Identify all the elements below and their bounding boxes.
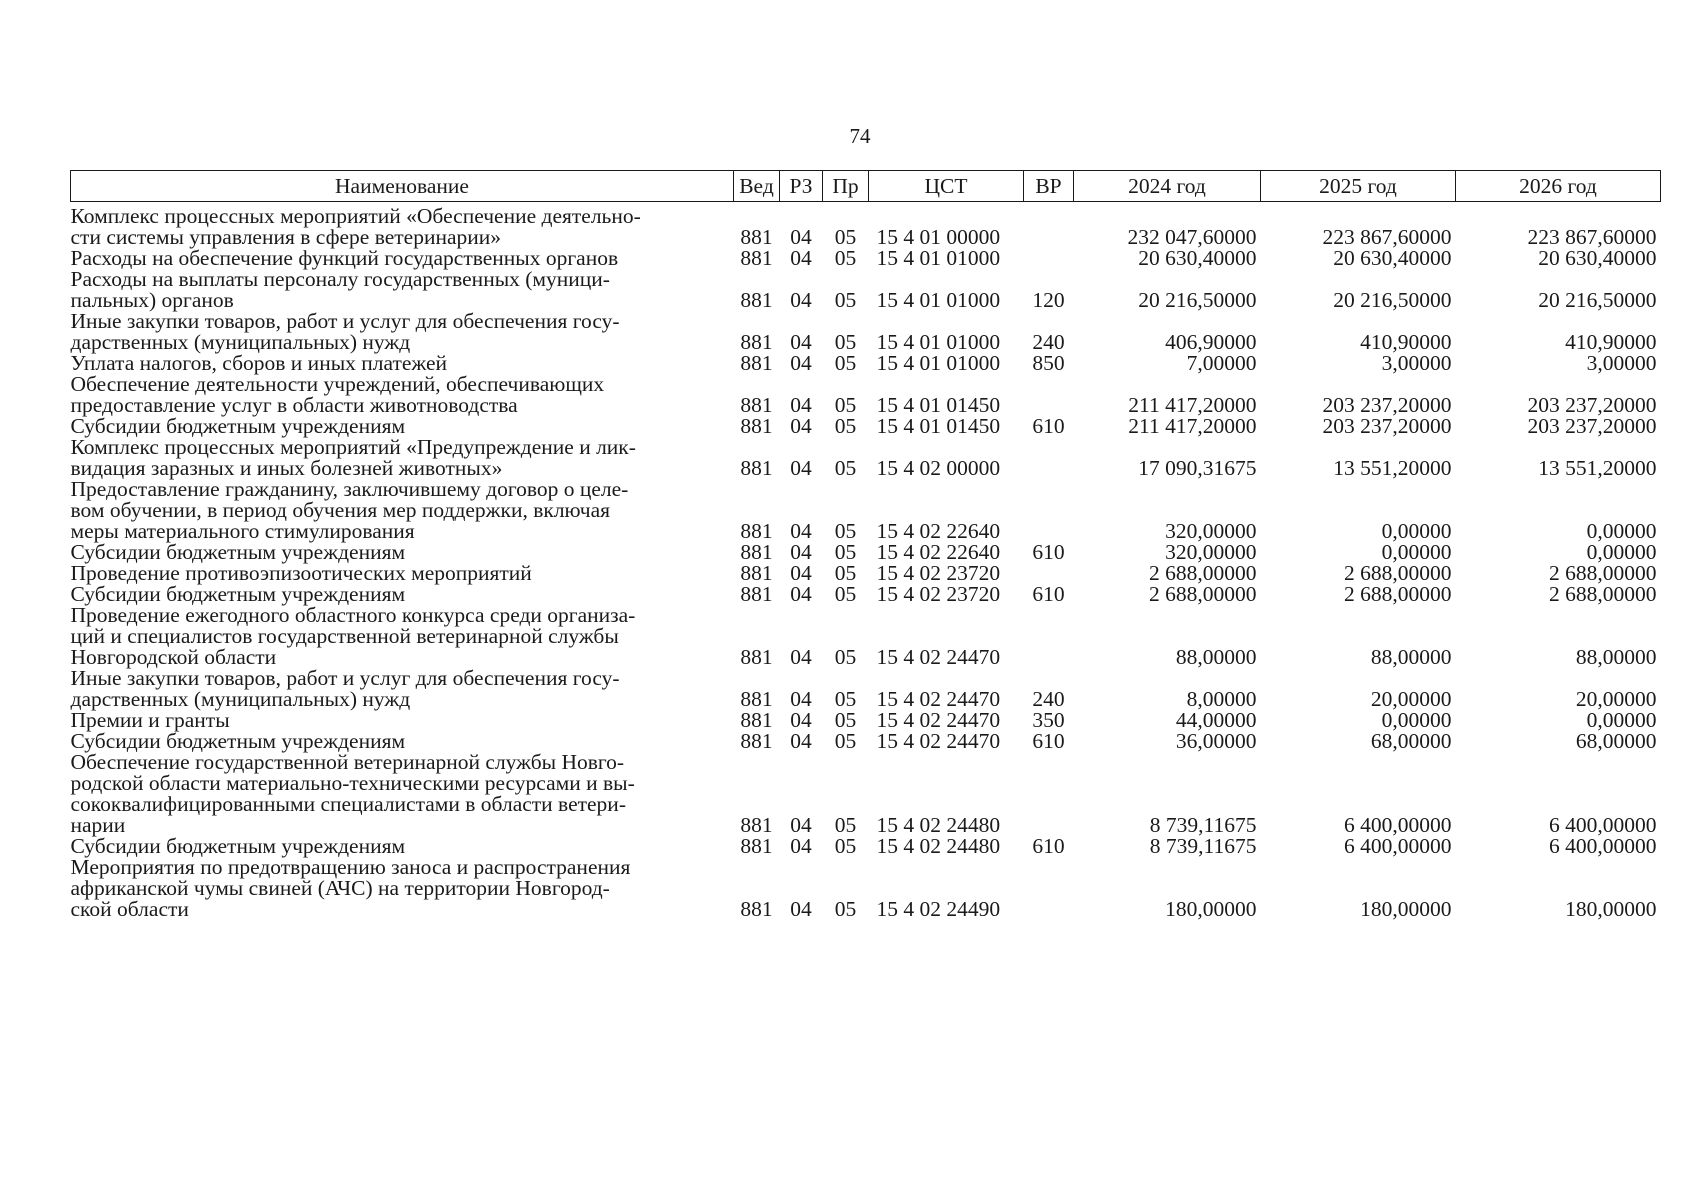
cell-name: [71, 202, 734, 249]
cell-name-line: пальных) органов: [70, 288, 234, 312]
cell-cst: 15 4 02 24480: [876, 813, 1001, 837]
cell-2026: 0,00000: [1586, 540, 1657, 564]
cell-cst: 15 4 01 01000: [876, 330, 1001, 354]
cell-name-line: Субсидии бюджетным учреждениям: [70, 540, 406, 564]
cell-cst: 15 4 02 24480: [876, 834, 1001, 858]
cell-2025: 68,00000: [1370, 729, 1452, 753]
table-row: [71, 857, 1661, 920]
cell-ved: 881: [740, 414, 773, 438]
cell-rz: 04: [790, 246, 812, 270]
cell-cst: 15 4 01 01450: [876, 393, 1001, 417]
cell-ved: 881: [740, 582, 773, 606]
cell-name-line: Премии и гранты: [70, 708, 230, 732]
cell-pr: 05: [834, 645, 857, 669]
cell-pr: 05: [834, 834, 857, 858]
header-pr: Пр: [823, 171, 869, 202]
cell-rz: 04: [790, 561, 812, 585]
table-row: [71, 202, 1661, 249]
cell-name: [71, 731, 734, 752]
cell-name-line: Мероприятия по предотвращению заноса и распространения: [70, 855, 631, 879]
cell-name: [71, 752, 734, 836]
table-body: [71, 202, 1661, 921]
cell-name-line: Субсидии бюджетным учреждениям: [70, 414, 406, 438]
cell-name-line: Расходы на выплаты персоналу государственных (муници-: [70, 267, 610, 291]
cell-2025: 203 237,20000: [1322, 414, 1452, 438]
table-row: [71, 584, 1661, 605]
cell-name-line: родской области материально-техническими ресурсами и вы-: [70, 771, 635, 795]
cell-2024: 211 417,20000: [1128, 393, 1257, 417]
cell-vr: 240: [1032, 687, 1065, 711]
cell-vr: [1024, 752, 1074, 836]
cell-pr: 05: [834, 288, 857, 312]
cell-name-line: видация заразных и иных болезней животных»: [70, 456, 503, 480]
table-row: [71, 374, 1661, 416]
cell-2025: 2 688,00000: [1344, 582, 1452, 606]
cell-rz: 04: [790, 288, 812, 312]
cell-name: [71, 269, 734, 311]
cell-rz: 04: [790, 687, 812, 711]
cell-name: [71, 374, 734, 416]
cell-pr: 05: [834, 897, 857, 921]
cell-name: [71, 311, 734, 353]
cell-name: [71, 542, 734, 563]
cell-name-line: Субсидии бюджетным учреждениям: [70, 729, 406, 753]
cell-pr: 05: [834, 708, 857, 732]
cell-name-line: Субсидии бюджетным учреждениям: [70, 582, 406, 606]
cell-ved: 881: [740, 813, 773, 837]
cell-ved: 881: [740, 708, 773, 732]
cell-2026: 13 551,20000: [1538, 456, 1657, 480]
cell-2024: 320,00000: [1165, 540, 1257, 564]
cell-pr: 05: [834, 519, 857, 543]
cell-name: [71, 437, 734, 479]
cell-name-line: дарственных (муниципальных) нужд: [70, 687, 411, 711]
cell-2025: 13 551,20000: [1333, 456, 1452, 480]
cell-name: [71, 416, 734, 437]
cell-2025: 3,00000: [1381, 351, 1452, 375]
cell-ved: 881: [740, 330, 773, 354]
cell-name-line: Проведение ежегодного областного конкурса среди организа-: [70, 603, 636, 627]
cell-2025: 2 688,00000: [1344, 561, 1452, 585]
cell-cst: 15 4 01 01000: [876, 351, 1001, 375]
cell-pr: 05: [834, 456, 857, 480]
cell-rz: 04: [790, 225, 812, 249]
cell-pr: 05: [834, 687, 857, 711]
cell-vr: [1024, 202, 1074, 249]
cell-2025: 6 400,00000: [1344, 813, 1452, 837]
table-row: [71, 269, 1661, 311]
cell-2024: 7,00000: [1186, 351, 1257, 375]
cell-cst: 15 4 01 00000: [876, 225, 1001, 249]
cell-ved: 881: [740, 834, 773, 858]
cell-ved: 881: [740, 540, 773, 564]
cell-2026: 2 688,00000: [1549, 582, 1657, 606]
header-2025: 2025 год: [1261, 171, 1456, 202]
cell-name-line: сококвалифицированными специалистами в области ветери-: [70, 792, 626, 816]
cell-cst: 15 4 02 24470: [876, 729, 1001, 753]
cell-vr: 850: [1032, 351, 1065, 375]
cell-2026: 20 216,50000: [1538, 288, 1657, 312]
table-row: [71, 437, 1661, 479]
cell-vr: 240: [1032, 330, 1065, 354]
cell-cst: 15 4 01 01450: [876, 414, 1001, 438]
cell-2026: 0,00000: [1586, 519, 1657, 543]
header-vr: ВР: [1024, 171, 1074, 202]
cell-name-line: Иные закупки товаров, работ и услуг для обеспечения госу-: [70, 309, 620, 333]
cell-name-line: нарии: [70, 813, 126, 837]
cell-2024: 8,00000: [1186, 687, 1257, 711]
cell-cst: 15 4 02 23720: [876, 561, 1001, 585]
cell-name-line: предоставление услуг в области животноводства: [70, 393, 518, 417]
budget-table: [70, 170, 1661, 920]
cell-2024: 44,00000: [1175, 708, 1257, 732]
cell-2024: 2 688,00000: [1149, 582, 1257, 606]
cell-2026: 20,00000: [1575, 687, 1657, 711]
cell-name-line: ций и специалистов государственной ветеринарной службы: [70, 624, 619, 648]
cell-pr: 05: [834, 225, 857, 249]
cell-name-line: Комплекс процессных мероприятий «Обеспечение деятельно-: [70, 204, 641, 228]
cell-2026: 3,00000: [1586, 351, 1657, 375]
cell-2024: 88,00000: [1175, 645, 1257, 669]
cell-2026: 88,00000: [1575, 645, 1657, 669]
cell-2025: 88,00000: [1370, 645, 1452, 669]
cell-cst: 15 4 02 22640: [876, 540, 1001, 564]
cell-2025: 20,00000: [1370, 687, 1452, 711]
cell-2024: 320,00000: [1165, 519, 1257, 543]
cell-vr: [1024, 857, 1074, 920]
cell-ved: 881: [740, 246, 773, 270]
cell-ved: 881: [740, 225, 773, 249]
header-ved: Вед: [734, 171, 780, 202]
cell-name-line: Предоставление гражданину, заключившему договор о целе-: [70, 477, 629, 501]
cell-ved: 881: [740, 729, 773, 753]
cell-2026: 20 630,40000: [1538, 246, 1657, 270]
cell-rz: 04: [790, 813, 812, 837]
cell-cst: 15 4 02 23720: [876, 582, 1001, 606]
cell-vr: 610: [1032, 582, 1065, 606]
cell-2026: 410,90000: [1565, 330, 1657, 354]
cell-vr: 610: [1032, 414, 1065, 438]
cell-name: [71, 248, 734, 269]
cell-vr: 610: [1032, 834, 1065, 858]
table-row: [71, 311, 1661, 353]
cell-pr: 05: [834, 813, 857, 837]
cell-2024: 180,00000: [1165, 897, 1257, 921]
cell-2025: 20 630,40000: [1333, 246, 1452, 270]
cell-vr: [1024, 374, 1074, 416]
cell-vr: [1024, 437, 1074, 479]
table-header: [71, 171, 1661, 202]
header-2026: 2026 год: [1456, 171, 1661, 202]
header-2024: 2024 год: [1074, 171, 1261, 202]
cell-rz: 04: [790, 393, 812, 417]
cell-pr: 05: [834, 582, 857, 606]
table-row: [71, 836, 1661, 857]
cell-2025: 20 216,50000: [1333, 288, 1452, 312]
cell-name-line: Новгородской области: [70, 645, 277, 669]
cell-name-line: меры материального стимулирования: [70, 519, 415, 543]
cell-name: [71, 710, 734, 731]
header-rz: РЗ: [780, 171, 823, 202]
cell-rz: 04: [790, 897, 812, 921]
cell-ved: 881: [740, 393, 773, 417]
cell-name-line: ской области: [70, 897, 189, 921]
cell-rz: 04: [790, 519, 812, 543]
cell-name-line: вом обучении, в период обучения мер поддержки, включая: [70, 498, 611, 522]
cell-2024: 8 739,11675: [1149, 834, 1257, 858]
cell-cst: 15 4 01 01000: [876, 246, 1001, 270]
cell-rz: 04: [790, 330, 812, 354]
cell-name-line: дарственных (муниципальных) нужд: [70, 330, 411, 354]
cell-vr: 610: [1032, 540, 1065, 564]
table-row: [71, 710, 1661, 731]
cell-2026: 223 867,60000: [1527, 225, 1657, 249]
cell-2026: 203 237,20000: [1527, 393, 1657, 417]
cell-rz: 04: [790, 645, 812, 669]
cell-ved: 881: [740, 897, 773, 921]
cell-2025: 6 400,00000: [1344, 834, 1452, 858]
cell-2025: 0,00000: [1381, 519, 1452, 543]
cell-vr: [1024, 248, 1074, 269]
cell-name: [71, 353, 734, 374]
cell-pr: 05: [834, 246, 857, 270]
table-row: [71, 605, 1661, 668]
cell-rz: 04: [790, 729, 812, 753]
cell-2026: 0,00000: [1586, 708, 1657, 732]
cell-2025: 203 237,20000: [1322, 393, 1452, 417]
cell-name: [71, 857, 734, 920]
cell-ved: 881: [740, 645, 773, 669]
cell-vr: 120: [1032, 288, 1065, 312]
cell-rz: 04: [790, 456, 812, 480]
cell-name: [71, 668, 734, 710]
cell-ved: 881: [740, 561, 773, 585]
cell-2024: 2 688,00000: [1149, 561, 1257, 585]
cell-name-line: Проведение противоэпизоотических мероприятий: [70, 561, 532, 585]
cell-cst: 15 4 02 24470: [876, 687, 1001, 711]
cell-cst: 15 4 02 24470: [876, 645, 1001, 669]
cell-rz: 04: [790, 414, 812, 438]
cell-name-line: сти системы управления в сфере ветеринарии»: [70, 225, 502, 249]
cell-2025: 0,00000: [1381, 708, 1452, 732]
table-row: [71, 416, 1661, 437]
cell-name: [71, 563, 734, 584]
table-row: [71, 542, 1661, 563]
cell-2024: 20 630,40000: [1138, 246, 1257, 270]
cell-ved: 881: [740, 351, 773, 375]
table-row: [71, 479, 1661, 542]
cell-ved: 881: [740, 519, 773, 543]
cell-name-line: Расходы на обеспечение функций государственных органов: [70, 246, 619, 270]
cell-pr: 05: [834, 414, 857, 438]
cell-name-line: Иные закупки товаров, работ и услуг для обеспечения госу-: [70, 666, 620, 690]
cell-vr: [1024, 563, 1074, 584]
cell-2024: 211 417,20000: [1128, 414, 1257, 438]
cell-ved: 881: [740, 288, 773, 312]
table-row: [71, 353, 1661, 374]
cell-pr: 05: [834, 729, 857, 753]
cell-pr: 05: [834, 561, 857, 585]
cell-pr: 05: [834, 393, 857, 417]
cell-rz: 04: [790, 351, 812, 375]
cell-2026: 180,00000: [1565, 897, 1657, 921]
table-row: [71, 731, 1661, 752]
table-row: [71, 248, 1661, 269]
cell-2025: 410,90000: [1360, 330, 1452, 354]
cell-2024: 232 047,60000: [1127, 225, 1257, 249]
cell-pr: 05: [834, 540, 857, 564]
cell-ved: 881: [740, 687, 773, 711]
page-number: 74: [849, 124, 871, 148]
cell-cst: 15 4 02 24470: [876, 708, 1001, 732]
cell-2025: 0,00000: [1381, 540, 1452, 564]
cell-vr: [1024, 479, 1074, 542]
cell-2024: 17 090,31675: [1138, 456, 1257, 480]
cell-name-line: Обеспечение деятельности учреждений, обеспечивающих: [70, 372, 605, 396]
cell-name-line: Уплата налогов, сборов и иных платежей: [70, 351, 448, 375]
cell-pr: 05: [834, 330, 857, 354]
cell-name: [71, 605, 734, 668]
cell-2026: 2 688,00000: [1549, 561, 1657, 585]
cell-name: [71, 836, 734, 857]
table-row: [71, 563, 1661, 584]
cell-vr: 350: [1032, 708, 1065, 732]
table-row: [71, 668, 1661, 710]
cell-rz: 04: [790, 582, 812, 606]
cell-name-line: африканской чумы свиней (АЧС) на территории Новгород-: [70, 876, 610, 900]
cell-name: [71, 584, 734, 605]
cell-rz: 04: [790, 834, 812, 858]
cell-2026: 6 400,00000: [1549, 834, 1657, 858]
table-row: [71, 752, 1661, 836]
cell-name-line: Комплекс процессных мероприятий «Предупреждение и лик-: [70, 435, 636, 459]
cell-2026: 68,00000: [1575, 729, 1657, 753]
cell-name-line: Обеспечение государственной ветеринарной службы Новго-: [70, 750, 625, 774]
cell-2024: 20 216,50000: [1138, 288, 1257, 312]
cell-2025: 223 867,60000: [1322, 225, 1452, 249]
cell-vr: [1024, 605, 1074, 668]
cell-2024: 36,00000: [1175, 729, 1257, 753]
cell-name: [71, 479, 734, 542]
cell-2024: 406,90000: [1165, 330, 1257, 354]
cell-2026: 6 400,00000: [1549, 813, 1657, 837]
header-name: Наименование: [71, 171, 734, 202]
table-header-row: [71, 171, 1661, 202]
cell-rz: 04: [790, 708, 812, 732]
cell-ved: 881: [740, 456, 773, 480]
header-cst: ЦСТ: [869, 171, 1024, 202]
cell-2025: 180,00000: [1360, 897, 1452, 921]
cell-pr: 05: [834, 351, 857, 375]
cell-name-line: Субсидии бюджетным учреждениям: [70, 834, 406, 858]
cell-cst: 15 4 02 00000: [876, 456, 1001, 480]
cell-2026: 203 237,20000: [1527, 414, 1657, 438]
cell-vr: 610: [1032, 729, 1065, 753]
cell-rz: 04: [790, 540, 812, 564]
cell-cst: 15 4 02 22640: [876, 519, 1001, 543]
cell-cst: 15 4 01 01000: [876, 288, 1001, 312]
cell-2024: 8 739,11675: [1149, 813, 1257, 837]
cell-cst: 15 4 02 24490: [876, 897, 1001, 921]
